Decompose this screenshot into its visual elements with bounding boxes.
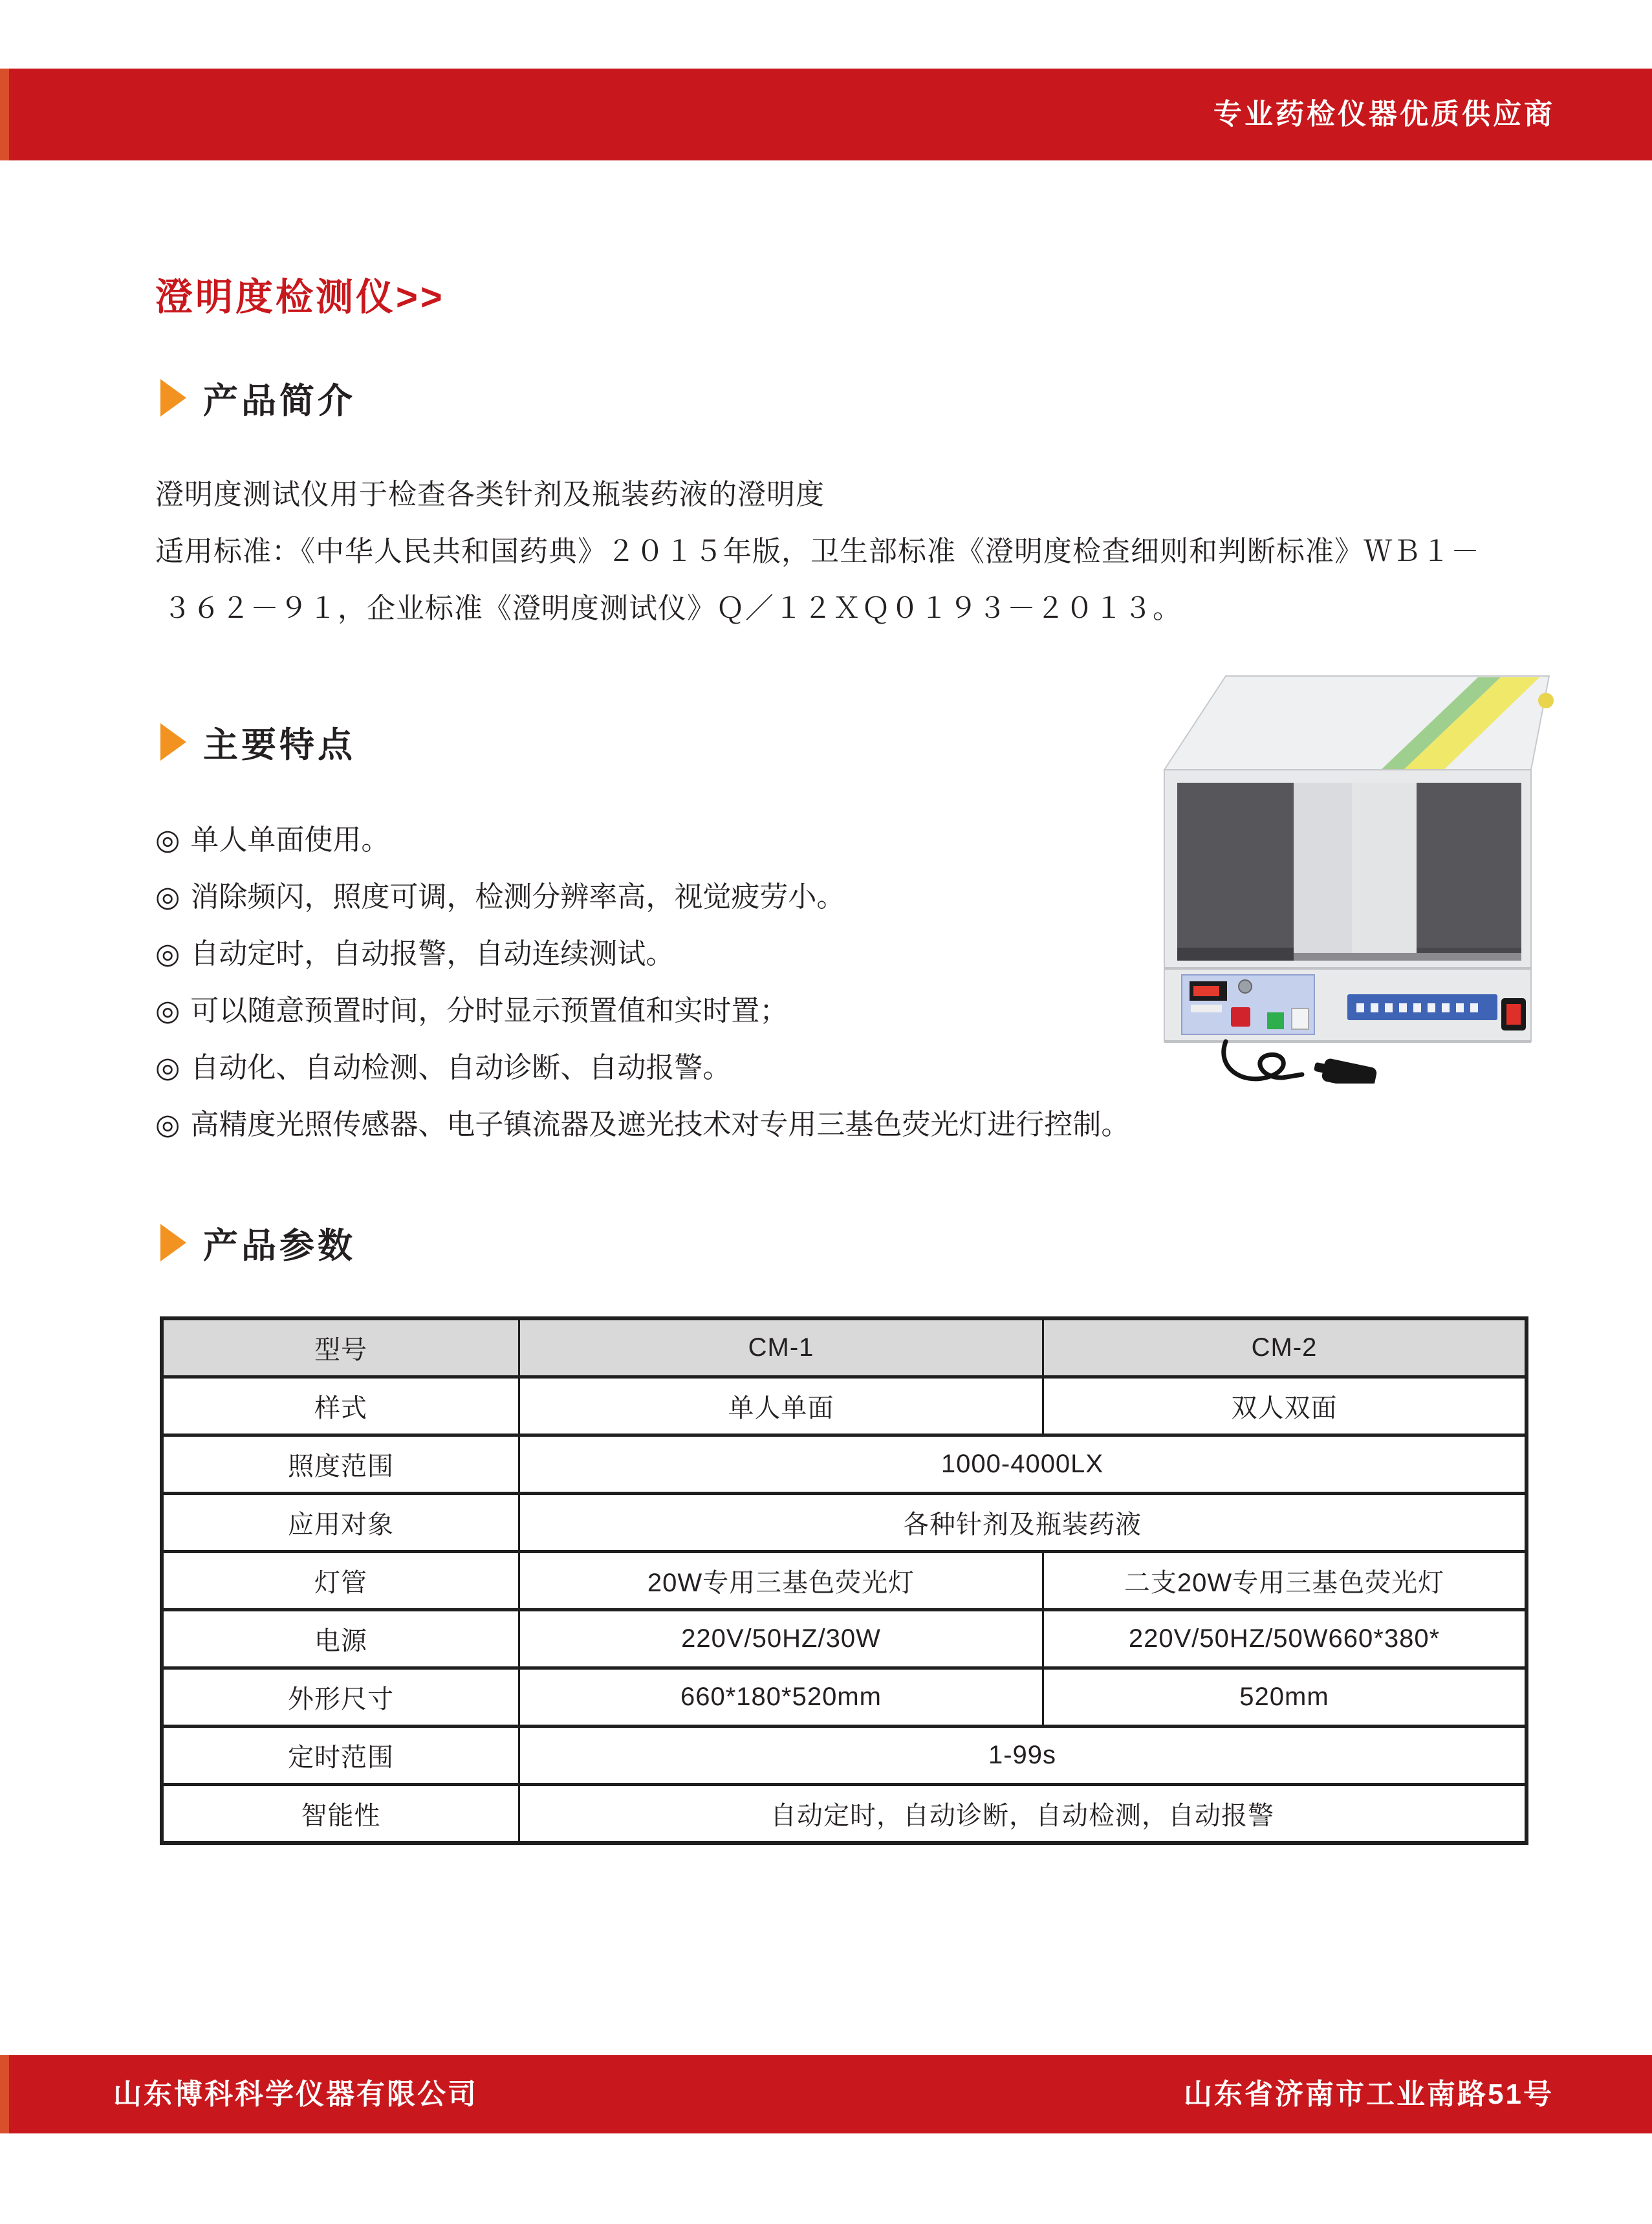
param-cm2-cell: 二支20W专用三基色荧光灯 (1043, 1552, 1527, 1610)
table-header-row (162, 1318, 1527, 1377)
feature-text: 可以随意预置时间，分时显示预置值和实时置； (190, 995, 788, 1027)
param-label-cell: 智能性 (162, 1785, 519, 1844)
header-slogan: 专业药检仪器优质供应商 (1213, 98, 1555, 130)
param-cm2-cell: 220V/50HZ/50W660*380* (1043, 1610, 1527, 1668)
banner-left-accent (0, 2055, 9, 2133)
table-row (162, 1727, 1527, 1785)
param-cm1-cell: 20W专用三基色荧光灯 (519, 1552, 1043, 1610)
circle-bullet-icon: ◎ (155, 1109, 180, 1140)
param-cm2-cell: 520mm (1043, 1668, 1527, 1727)
feature-item (155, 812, 1164, 869)
table-row (162, 1552, 1527, 1610)
param-label-cell: 照度范围 (162, 1435, 519, 1494)
intro-line: ３６２－９１，企业标准《澄明度测试仪》Ｑ／１２ＸＱ０１９３－２０１３。 (163, 593, 1182, 624)
feature-item (155, 1096, 1164, 1153)
table-row (162, 1668, 1527, 1727)
param-span-cell: 各种针剂及瓶装药液 (519, 1494, 1527, 1552)
feature-text: 单人单面使用。 (190, 824, 390, 856)
param-cm2-cell: 双人双面 (1043, 1377, 1527, 1435)
table-row (162, 1435, 1527, 1494)
feature-text: 高精度光照传感器、电子镇流器及遮光技术对专用三基色荧光灯进行控制。 (190, 1109, 1130, 1140)
section-heading-intro (160, 378, 356, 418)
param-cm1-cell: 660*180*520mm (519, 1668, 1043, 1727)
param-label-cell: 电源 (162, 1610, 519, 1668)
circle-bullet-icon: ◎ (155, 1052, 180, 1084)
header-cm1-cell: CM-1 (519, 1318, 1043, 1377)
param-span-cell: 1000-4000LX (519, 1435, 1527, 1494)
feature-item (155, 983, 1164, 1040)
product-label (1347, 994, 1497, 1020)
footer-company: 山东博科科学仪器有限公司 (113, 2078, 478, 2110)
feature-text: 自动化、自动检测、自动诊断、自动报警。 (190, 1052, 732, 1084)
section-heading-label: 主要特点 (203, 725, 356, 765)
triangle-bullet-icon (160, 1224, 186, 1261)
section-heading-params (160, 1223, 356, 1263)
param-cm1-cell: 220V/50HZ/30W (519, 1610, 1043, 1668)
intro-paragraph (155, 466, 1514, 637)
param-span-cell: 1-99s (519, 1727, 1527, 1785)
feature-text: 消除频闪，照度可调，检测分辨率高，视觉疲劳小。 (190, 881, 845, 913)
table-row (162, 1494, 1527, 1552)
section-heading-label: 产品简介 (203, 381, 356, 420)
circle-bullet-icon: ◎ (155, 881, 180, 913)
circle-bullet-icon: ◎ (155, 995, 180, 1027)
table-row (162, 1377, 1527, 1435)
feature-text: 自动定时，自动报警，自动连续测试。 (190, 938, 675, 970)
header-cm2-cell: CM-2 (1043, 1318, 1527, 1377)
section-heading-features (160, 722, 356, 765)
table-row (162, 1785, 1527, 1844)
footer-address: 山东省济南市工业南路51号 (1184, 2078, 1554, 2110)
param-label-cell: 样式 (162, 1377, 519, 1435)
feature-item (155, 1040, 1164, 1096)
param-label-cell: 应用对象 (162, 1494, 519, 1552)
circle-bullet-icon: ◎ (155, 824, 180, 856)
param-label-cell: 灯管 (162, 1552, 519, 1610)
page-title: 澄明度检测仪>> (155, 276, 445, 318)
features-list (155, 812, 1164, 1153)
intro-line: 澄明度测试仪用于检查各类针剂及瓶装药液的澄明度 (155, 479, 825, 510)
feature-item (155, 869, 1164, 926)
header-model-cell: 型号 (162, 1318, 519, 1377)
product-photo (1129, 663, 1556, 1084)
intro-line: 适用标准：《中华人民共和国药典》２０１５年版，卫生部标准《澄明度检查细则和判断标准》ＷＢ１－ (155, 536, 1480, 567)
table-row (162, 1610, 1527, 1668)
top-banner (0, 69, 1652, 160)
section-heading-label: 产品参数 (203, 1226, 356, 1265)
param-span-cell: 自动定时，自动诊断，自动检测，自动报警 (519, 1785, 1527, 1844)
params-table (160, 1316, 1528, 1845)
footer-banner (0, 2055, 1652, 2133)
circle-bullet-icon: ◎ (155, 938, 180, 970)
param-label-cell: 外形尺寸 (162, 1668, 519, 1727)
triangle-bullet-icon (160, 379, 186, 417)
feature-item (155, 926, 1164, 983)
param-label-cell: 定时范围 (162, 1727, 519, 1785)
triangle-bullet-icon (160, 723, 186, 761)
param-cm1-cell: 单人单面 (519, 1377, 1043, 1435)
banner-left-accent (0, 69, 9, 160)
